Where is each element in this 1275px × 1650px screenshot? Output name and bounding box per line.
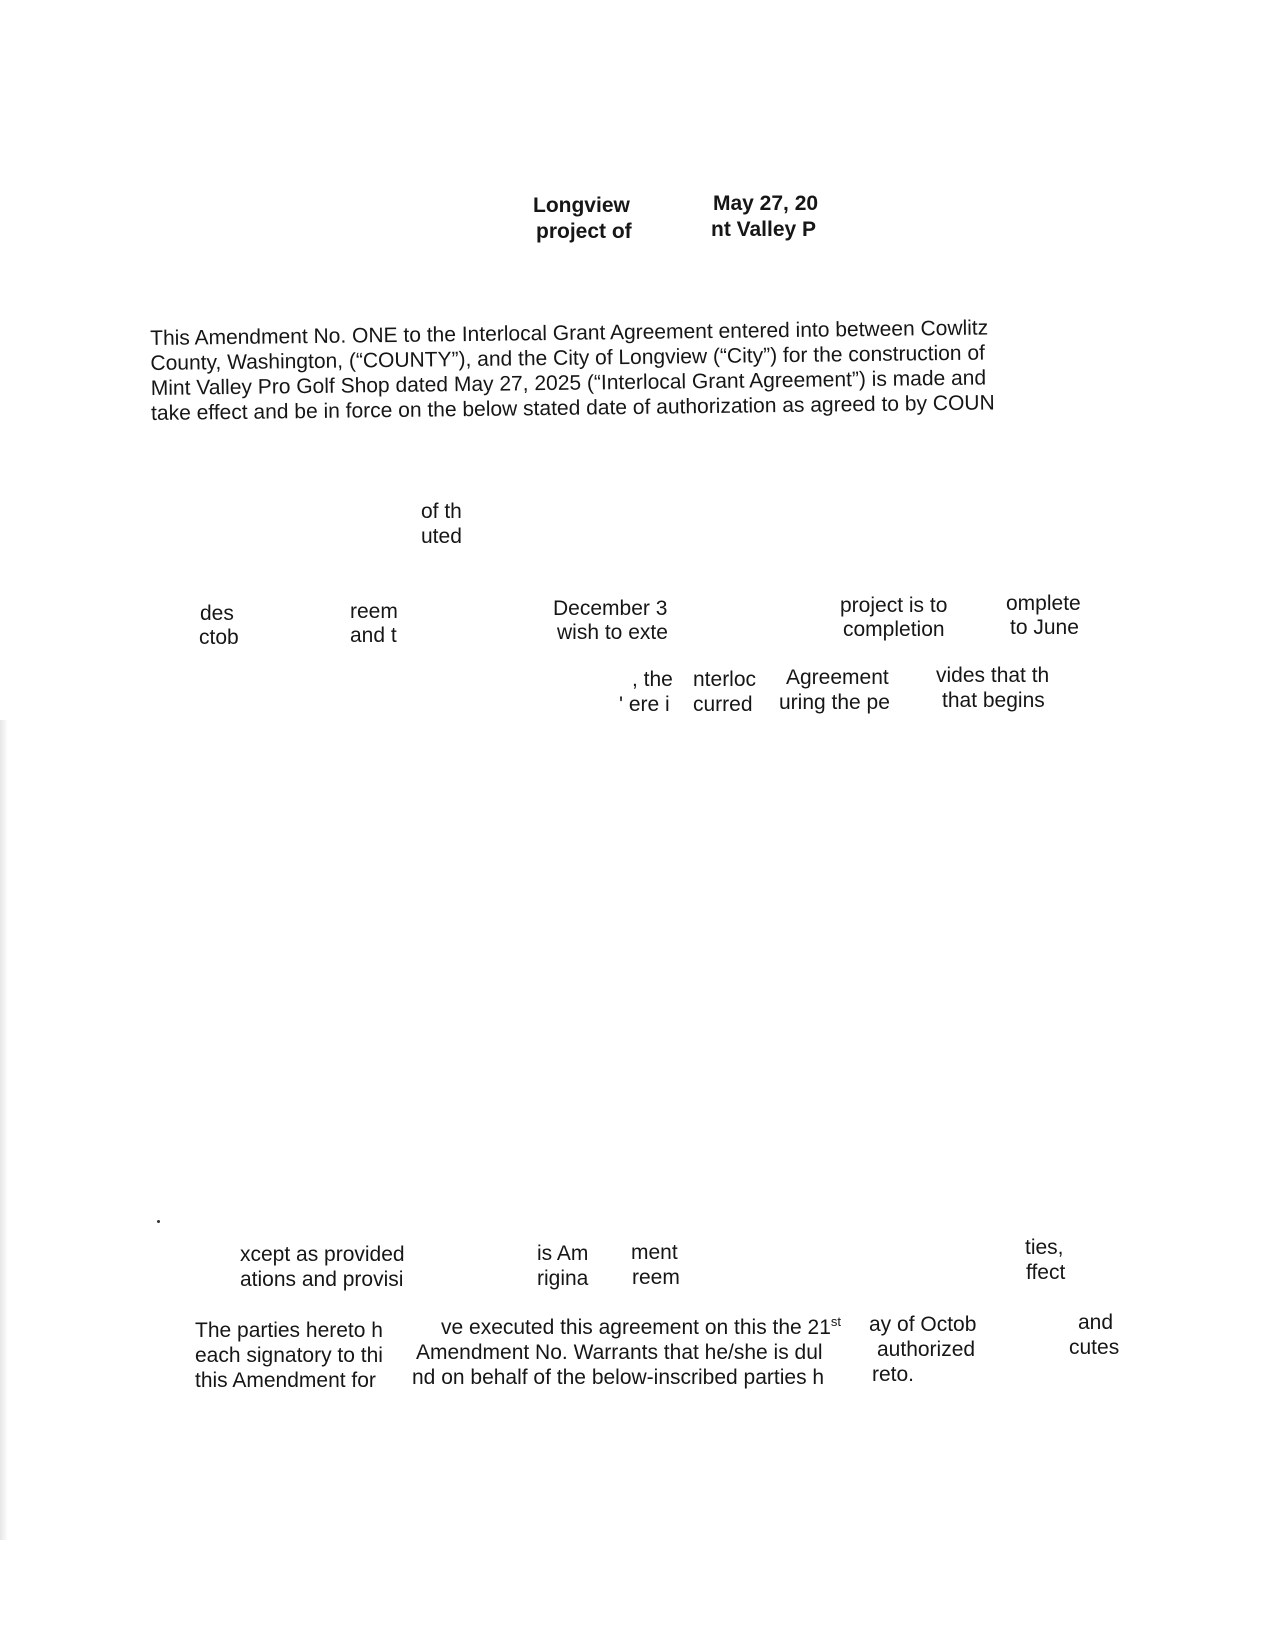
fragment-3-c1-line1: , the xyxy=(632,668,673,691)
fragment-1-line1: of th xyxy=(421,500,462,523)
fragment-3-c2-line1: nterloc xyxy=(693,668,757,691)
fragment-2-c4-line1: project is to xyxy=(840,594,948,617)
fragment-3-c4-line2: that begins xyxy=(942,689,1045,712)
closing-c4-line1: and xyxy=(1078,1311,1114,1334)
closing-c4-line2: cutes xyxy=(1069,1336,1120,1359)
fragment-3-c2-line2: curred xyxy=(693,693,753,716)
fragment-2-c4-line2: completion xyxy=(843,618,945,641)
intro-paragraph xyxy=(150,315,995,426)
fragment-2-c5-line2: to June xyxy=(1010,616,1079,639)
fragment-2-c2-line1: reem xyxy=(350,600,398,623)
ordinal-suffix: st xyxy=(830,1314,842,1329)
closing-c2-line3: nd on behalf of the below-inscribed parties h xyxy=(412,1366,825,1389)
fragment-2-c1-line2: ctob xyxy=(199,626,239,649)
scan-edge-shadow xyxy=(0,720,8,1540)
intro-line-3: Mint Valley Pro Golf Shop dated May 27, 2025 (“Interlocal Grant Agreement”) is made and xyxy=(150,366,987,400)
closing-c1-line3: this Amendment for xyxy=(195,1369,376,1392)
fragment-3-c4-line1: vides that th xyxy=(936,664,1050,687)
fragment-4-c1-line2: ations and provisi xyxy=(240,1268,404,1291)
fragment-1-line2: uted xyxy=(421,525,462,548)
closing-c3-line2: authorized xyxy=(877,1338,976,1361)
fragment-2-c3-line1: December 3 xyxy=(553,597,668,620)
closing-c2-line2: Amendment No. Warrants that he/she is dul xyxy=(416,1341,823,1364)
stray-mark xyxy=(157,1220,160,1223)
fragment-4-c1-line1: xcept as provided xyxy=(240,1243,405,1266)
closing-c1-line2: each signatory to thi xyxy=(195,1344,383,1367)
closing-c3-line3: reto. xyxy=(872,1363,915,1386)
header-col1-line2: project of xyxy=(536,220,632,243)
fragment-2-c1-line1: des xyxy=(200,602,234,625)
header-col2-line1: May 27, 20 xyxy=(713,192,819,215)
fragment-2-c2-line2: and t xyxy=(350,624,397,647)
fragment-4-c4-line1: ties, xyxy=(1025,1236,1064,1259)
fragment-2-c5-line1: omplete xyxy=(1006,592,1081,615)
fragment-4-c4-line2: ffect xyxy=(1026,1261,1066,1284)
closing-c2-line1 xyxy=(441,1315,841,1340)
intro-line-4: take effect and be in force on the below stated date of authorization as agreed to by COUN xyxy=(150,391,995,425)
closing-c3-line1: ay of Octob xyxy=(869,1313,977,1336)
fragment-3-c3-line1: Agreement xyxy=(786,666,889,689)
fragment-4-c2-line1: is Am xyxy=(537,1242,589,1265)
fragment-4-c2-line2: rigina xyxy=(537,1267,589,1290)
fragment-4-c3-line2: reem xyxy=(632,1266,680,1289)
fragment-4-c3-line1: ment xyxy=(631,1241,678,1264)
fragment-3-c1-line2: ' ere i xyxy=(619,693,670,716)
intro-line-1: This Amendment No. ONE to the Interlocal Grant Agreement entered into between Cowlitz xyxy=(150,316,989,350)
header-col2-line2: nt Valley P xyxy=(711,218,817,241)
intro-line-2: County, Washington, (“COUNTY”), and the City of Longview (“City”) for the construction of xyxy=(150,341,986,375)
fragment-2-c3-line2: wish to exte xyxy=(557,621,668,644)
fragment-3-c3-line2: uring the pe xyxy=(779,691,890,714)
header-col1-line1: Longview xyxy=(533,194,630,217)
closing-c2-line1-text: ve executed this agreement on this the 21 xyxy=(441,1316,831,1339)
closing-c1-line1: The parties hereto h xyxy=(195,1319,383,1342)
